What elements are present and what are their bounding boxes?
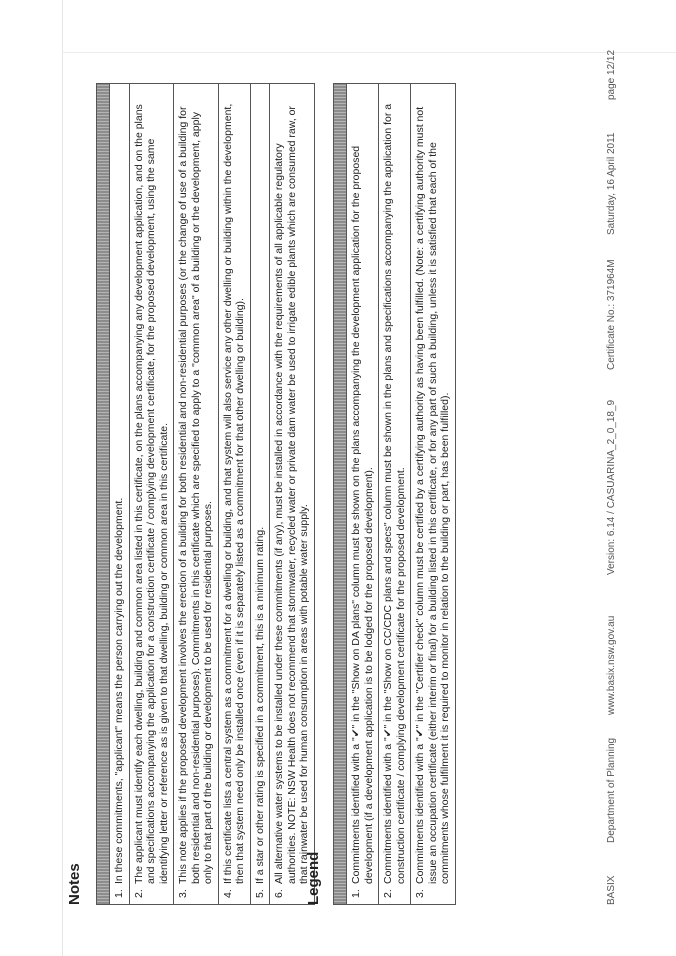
table-header-bar xyxy=(97,84,110,904)
item-number: 2. xyxy=(132,889,145,898)
footer-certificate: Certificate No.: 371964M xyxy=(606,259,617,370)
list-item xyxy=(378,84,410,904)
list-item xyxy=(250,84,270,904)
list-item xyxy=(173,84,218,904)
item-number: 1. xyxy=(350,889,362,898)
notes-heading: Notes xyxy=(66,863,83,905)
list-item xyxy=(218,84,250,904)
item-number: 3. xyxy=(414,889,426,898)
item-number: 2. xyxy=(382,889,394,898)
footer-website: www.basix.nsw.gov.au xyxy=(606,615,617,715)
item-text: If this certificate lists a central system as a commitment for a dwelling or building, and that system will also service any other dwelling or building within the development, then that system need only be installed once (even if it is separately listed as a commitment for that other dwelling or building). xyxy=(221,103,246,884)
list-item xyxy=(269,84,314,904)
document-page xyxy=(58,45,658,945)
item-number: 1. xyxy=(113,889,125,898)
item-text: All alternative water systems to be installed under these commitments (if any), must be installed in accordance with the requirements of all applicable regulatory authorities. NOTE: NSW Health does not recommend that stormwater, recycled water or private dam water be used to irrigate edible plants which are consumed raw, or that rainwater be used for human consumption in areas with potable water supply. xyxy=(273,106,310,884)
item-number: 4. xyxy=(221,889,234,898)
list-item xyxy=(129,84,174,904)
item-number: 3. xyxy=(177,889,189,898)
footer-department: Department of Planning xyxy=(606,737,617,843)
list-item xyxy=(110,84,129,904)
item-text: Commitments identified with a "✔" in the "Show on CC/CDC plans and specs" column must be shown in the plans and specifications accompanying the application for a construction certificate / complying development certificate for the proposed development. xyxy=(382,103,407,884)
item-text: Commitments identified with a "✔" in the "Certifier check" column must be certified by a certifying authority as having been fulfilled. (Note: a certifying authority must not issue an occupation certificate (either interim or final) for a building listed in this certificate, or for any part of such a building, unless it is satisfied that each of the commitments whose fulfilment it is required to monitor in relation to the building or part, has been fulfilled). xyxy=(414,106,451,884)
item-text: The applicant must identify each dwelling, building and common area listed in this certificate, on the plans accompanying any development application, and on the plans and specifications accompanying the application for a construction certificate / complying development certificate, for the proposed development, using the same identifying letter or reference as is given to that dwelling, building or common area in this certificate. xyxy=(132,104,170,884)
item-text: In these commitments, "applicant" means the person carrying out the development. xyxy=(113,497,125,884)
item-text: If a star or other rating is specified in a commitment, this is a minimum rating. xyxy=(253,526,266,884)
footer-version: Version: 6.14 / CASUARINA_2_0_18_9 xyxy=(606,399,617,575)
item-number: 5. xyxy=(253,889,266,898)
list-item xyxy=(410,84,455,904)
legend-heading: Legend xyxy=(305,851,322,905)
item-number: 6. xyxy=(273,889,285,898)
list-item xyxy=(347,84,378,904)
page-footer xyxy=(606,49,620,905)
notes-table xyxy=(96,83,315,905)
footer-brand: BASIX xyxy=(606,875,617,905)
footer-date: Saturday, 16 April 2011 xyxy=(606,132,617,235)
item-text: Commitments identified with a "✔" in the "Show on DA plans" column must be shown on the plans accompanying the development application for the proposed development (if a development application is to be lodged for the proposed development). xyxy=(350,145,375,884)
item-text: This note applies if the proposed development involves the erection of a building for both residential and non-residential purposes (or the change of use of a building for both residential and non-residential purposes). Commitments in this certificate which are specified to apply to a "common area" of a building or the development, apply only to that part of the building or development to be used for residential purposes. xyxy=(177,106,214,884)
footer-page-number: page 12/12 xyxy=(606,49,617,100)
legend-table xyxy=(333,83,456,905)
table-header-bar xyxy=(334,84,347,904)
